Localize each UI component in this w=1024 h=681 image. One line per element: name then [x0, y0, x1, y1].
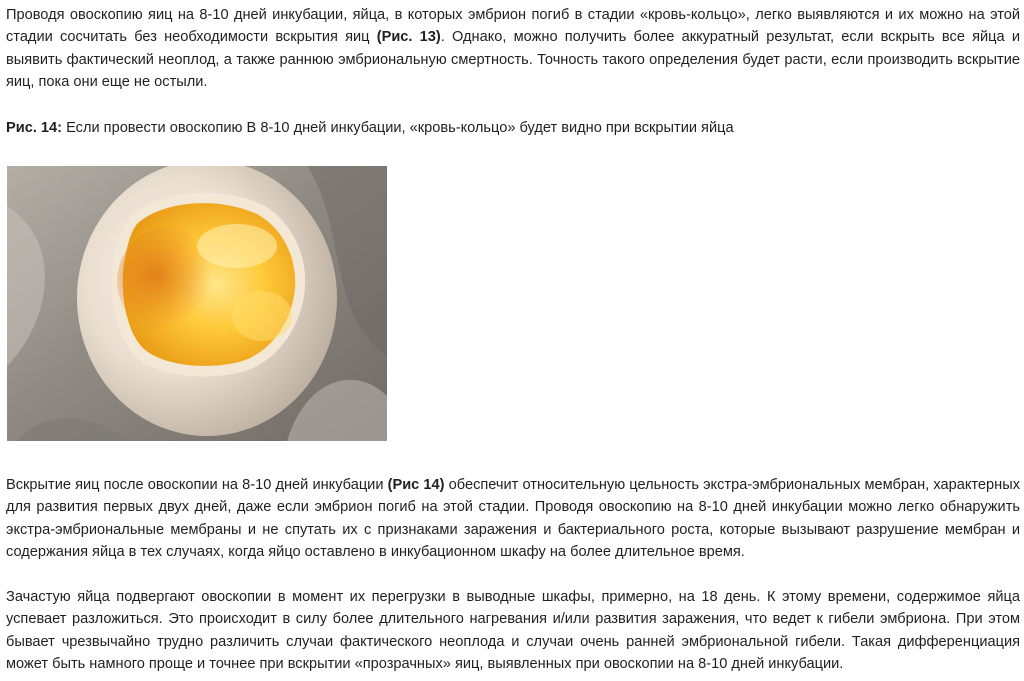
figure-14-reference: (Рис 14)	[387, 477, 445, 493]
paragraph-1-text-start: Проводя овоскопию яиц на 8-10 дней инкубации, яйца, в которых эмбрион погиб в стадии «кровь-кольцо», легко выявляются и их можно на этой стадии сосчитать без необходимости вскрытия яиц	[6, 7, 1020, 46]
opened-egg-photo	[7, 166, 387, 441]
paragraph-2-text-start: Вскрытие яиц после овоскопии на 8-10 дней инкубации	[6, 477, 388, 493]
paragraph-2-text-end: обеспечит относительную цельность экстра-эмбриональных мембран, характерных для развития первых двух дней, даже если эмбрион погиб на этой стадии. Проводя овоскопию на 8-10 дней инкубации можно легко обнаружить экстра-эмбриональные мембраны и не спутать их с признаками заражения и бактериального роста, которые вызывают разрушение мембран и содержания яйца в тех случаях, когда яйцо оставлено в инкубационном шкафу на более длительное время.	[6, 477, 1020, 561]
figure-14-label: Рис. 14:	[6, 120, 63, 136]
figure-13-reference: (Рис. 13)	[376, 29, 441, 46]
paragraph-1	[6, 4, 1020, 94]
figure-14-caption	[6, 117, 1020, 139]
figure-14-caption-text: Если провести овоскопию В 8-10 дней инкубации, «кровь-кольцо» будет видно при вскрытии яйца	[62, 120, 734, 136]
paragraph-1-text-end: . Однако, можно получить более аккуратный результат, если вскрыть все яйца и выявить фактический неоплод, а также раннюю эмбриональную смертность. Точность такого определения будет расти, если производить вскрытие яиц, пока они еще не остыли.	[6, 29, 1020, 91]
paragraph-3: Зачастую яйца подвергают овоскопии в момент их перегрузки в выводные шкафы, примерно, на 18 день. К этому времени, содержимое яйца успевает разложиться. Это происходит в силу более длительного нагревания и/или развития заражения, что ведет к гибели эмбриона. При этом бывает чрезвычайно трудно различить случаи фактического неоплода и случаи очень ранней эмбриональной гибели. Такая дифференциация может быть намного проще и точнее при вскрытии «прозрачных» яиц, выявленных при овоскопии на 8-10 дней инкубации.	[6, 589, 1020, 673]
paragraph-2	[6, 474, 1020, 564]
